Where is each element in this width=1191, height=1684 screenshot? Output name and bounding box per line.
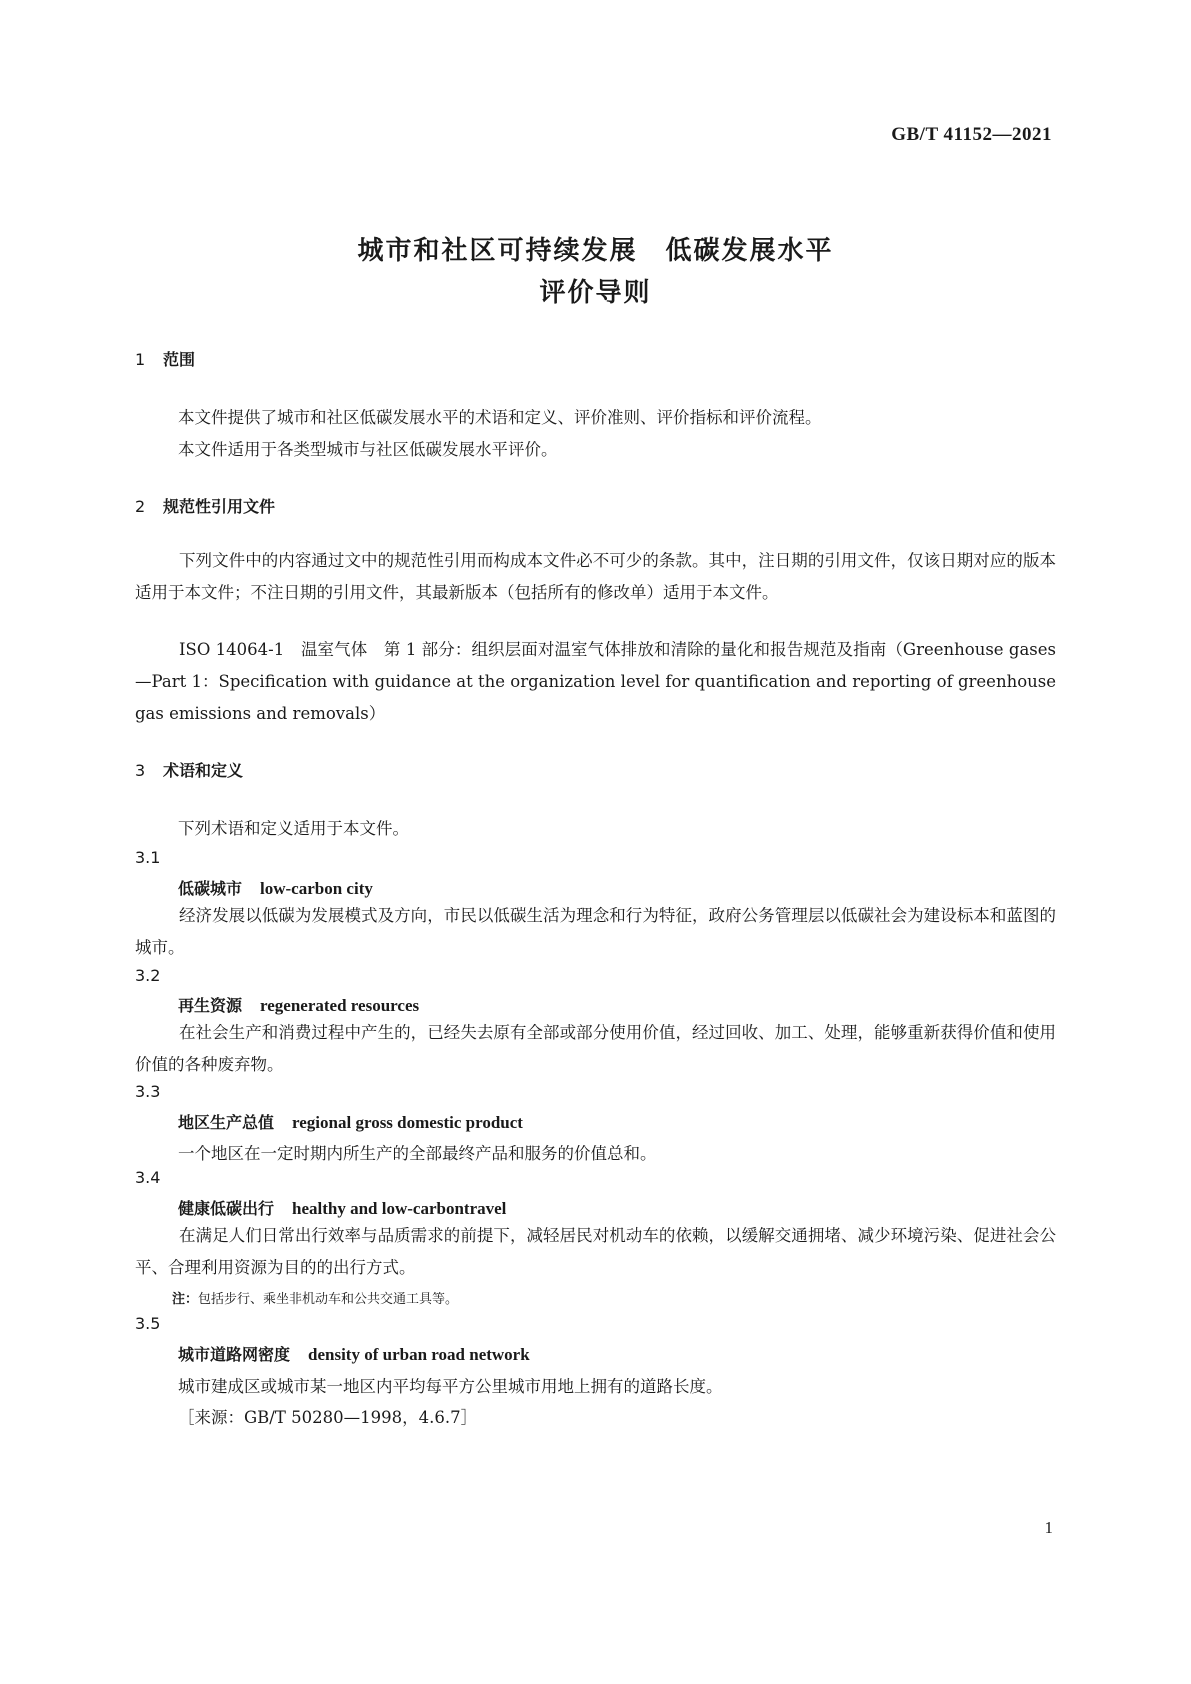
section-1-number: 1 [135,350,146,369]
term-title [178,993,419,1016]
section-1-paragraph-2: 本文件适用于各类型城市与社区低碳发展水平评价。 [178,440,558,459]
term-en: low-carbon city [260,879,373,898]
term-title [178,876,373,899]
term-number: 3.1 [135,848,161,867]
section-2-intro: 下列文件中的内容通过文中的规范性引用而构成本文件必不可少的条款。其中，注日期的引用文件，仅该日期对应的版本适用于本文件；不注日期的引用文件，其最新版本（包括所有的修改单）适用于本文件。 [135,551,1056,602]
section-3-heading [135,758,243,781]
section-2-title: 规范性引用文件 [163,497,276,516]
term-source: ［来源：GB/T 50280—1998，4.6.7］ [178,1408,478,1427]
section-1-paragraph-1: 本文件提供了城市和社区低碳发展水平的术语和定义、评价准则、评价指标和评价流程。 [178,408,822,427]
term-zh: 低碳城市 [178,879,243,898]
section-3-title: 术语和定义 [163,761,244,780]
term-note [172,1288,458,1307]
standard-code: GB/T 41152—2021 [891,124,1052,145]
section-2-heading [135,494,275,517]
section-2-reference: ISO 14064-1 温室气体 第 1 部分：组织层面对温室气体排放和清除的量化和报告规范及指南（Greenhouse gases—Part 1：Specification with guidance at the organization level for quantification and reporting of greenhouse gas emissions and removals） [135,640,1056,723]
term-en: regional gross domestic product [292,1113,523,1132]
term-title [178,1196,506,1219]
note-label: 注： [172,1292,199,1307]
term-definition: 一个地区在一定时期内所生产的全部最终产品和服务的价值总和。 [178,1144,657,1163]
term-number: 3.5 [135,1314,161,1333]
term-number: 3.3 [135,1082,161,1101]
term-en: density of urban road network [308,1345,530,1364]
term-zh: 健康低碳出行 [178,1199,275,1218]
term-en: regenerated resources [260,996,420,1015]
term-zh: 地区生产总值 [178,1113,275,1132]
note-text: 包括步行、乘坐非机动车和公共交通工具等。 [198,1292,459,1307]
term-definition: 城市建成区或城市某一地区内平均每平方公里城市用地上拥有的道路长度。 [178,1377,723,1396]
section-3-number: 3 [135,761,146,780]
term-title [178,1110,523,1133]
section-2-number: 2 [135,497,146,516]
term-zh: 城市道路网密度 [178,1345,291,1364]
page-number: 1 [1044,1518,1053,1537]
document-title-line-1: 城市和社区可持续发展 低碳发展水平 [357,236,834,266]
section-1-heading [135,347,195,370]
term-number: 3.2 [135,966,161,985]
term-definition: 在社会生产和消费过程中产生的，已经失去原有全部或部分使用价值，经过回收、加工、处理，能够重新获得价值和使用价值的各种废弃物。 [135,1023,1056,1074]
term-number: 3.4 [135,1168,161,1187]
document-title-line-2: 评价导则 [539,278,652,308]
section-3-intro: 下列术语和定义适用于本文件。 [178,819,409,838]
term-definition: 经济发展以低碳为发展模式及方向，市民以低碳生活为理念和行为特征，政府公务管理层以低碳社会为建设标本和蓝图的城市。 [135,906,1056,957]
term-zh: 再生资源 [178,996,243,1015]
term-en: healthy and low-carbontravel [292,1199,507,1218]
term-title [178,1342,530,1365]
section-1-title: 范围 [163,350,196,369]
term-definition: 在满足人们日常出行效率与品质需求的前提下，减轻居民对机动车的依赖，以缓解交通拥堵、减少环境污染、促进社会公平、合理利用资源为目的的出行方式。 [135,1226,1056,1277]
